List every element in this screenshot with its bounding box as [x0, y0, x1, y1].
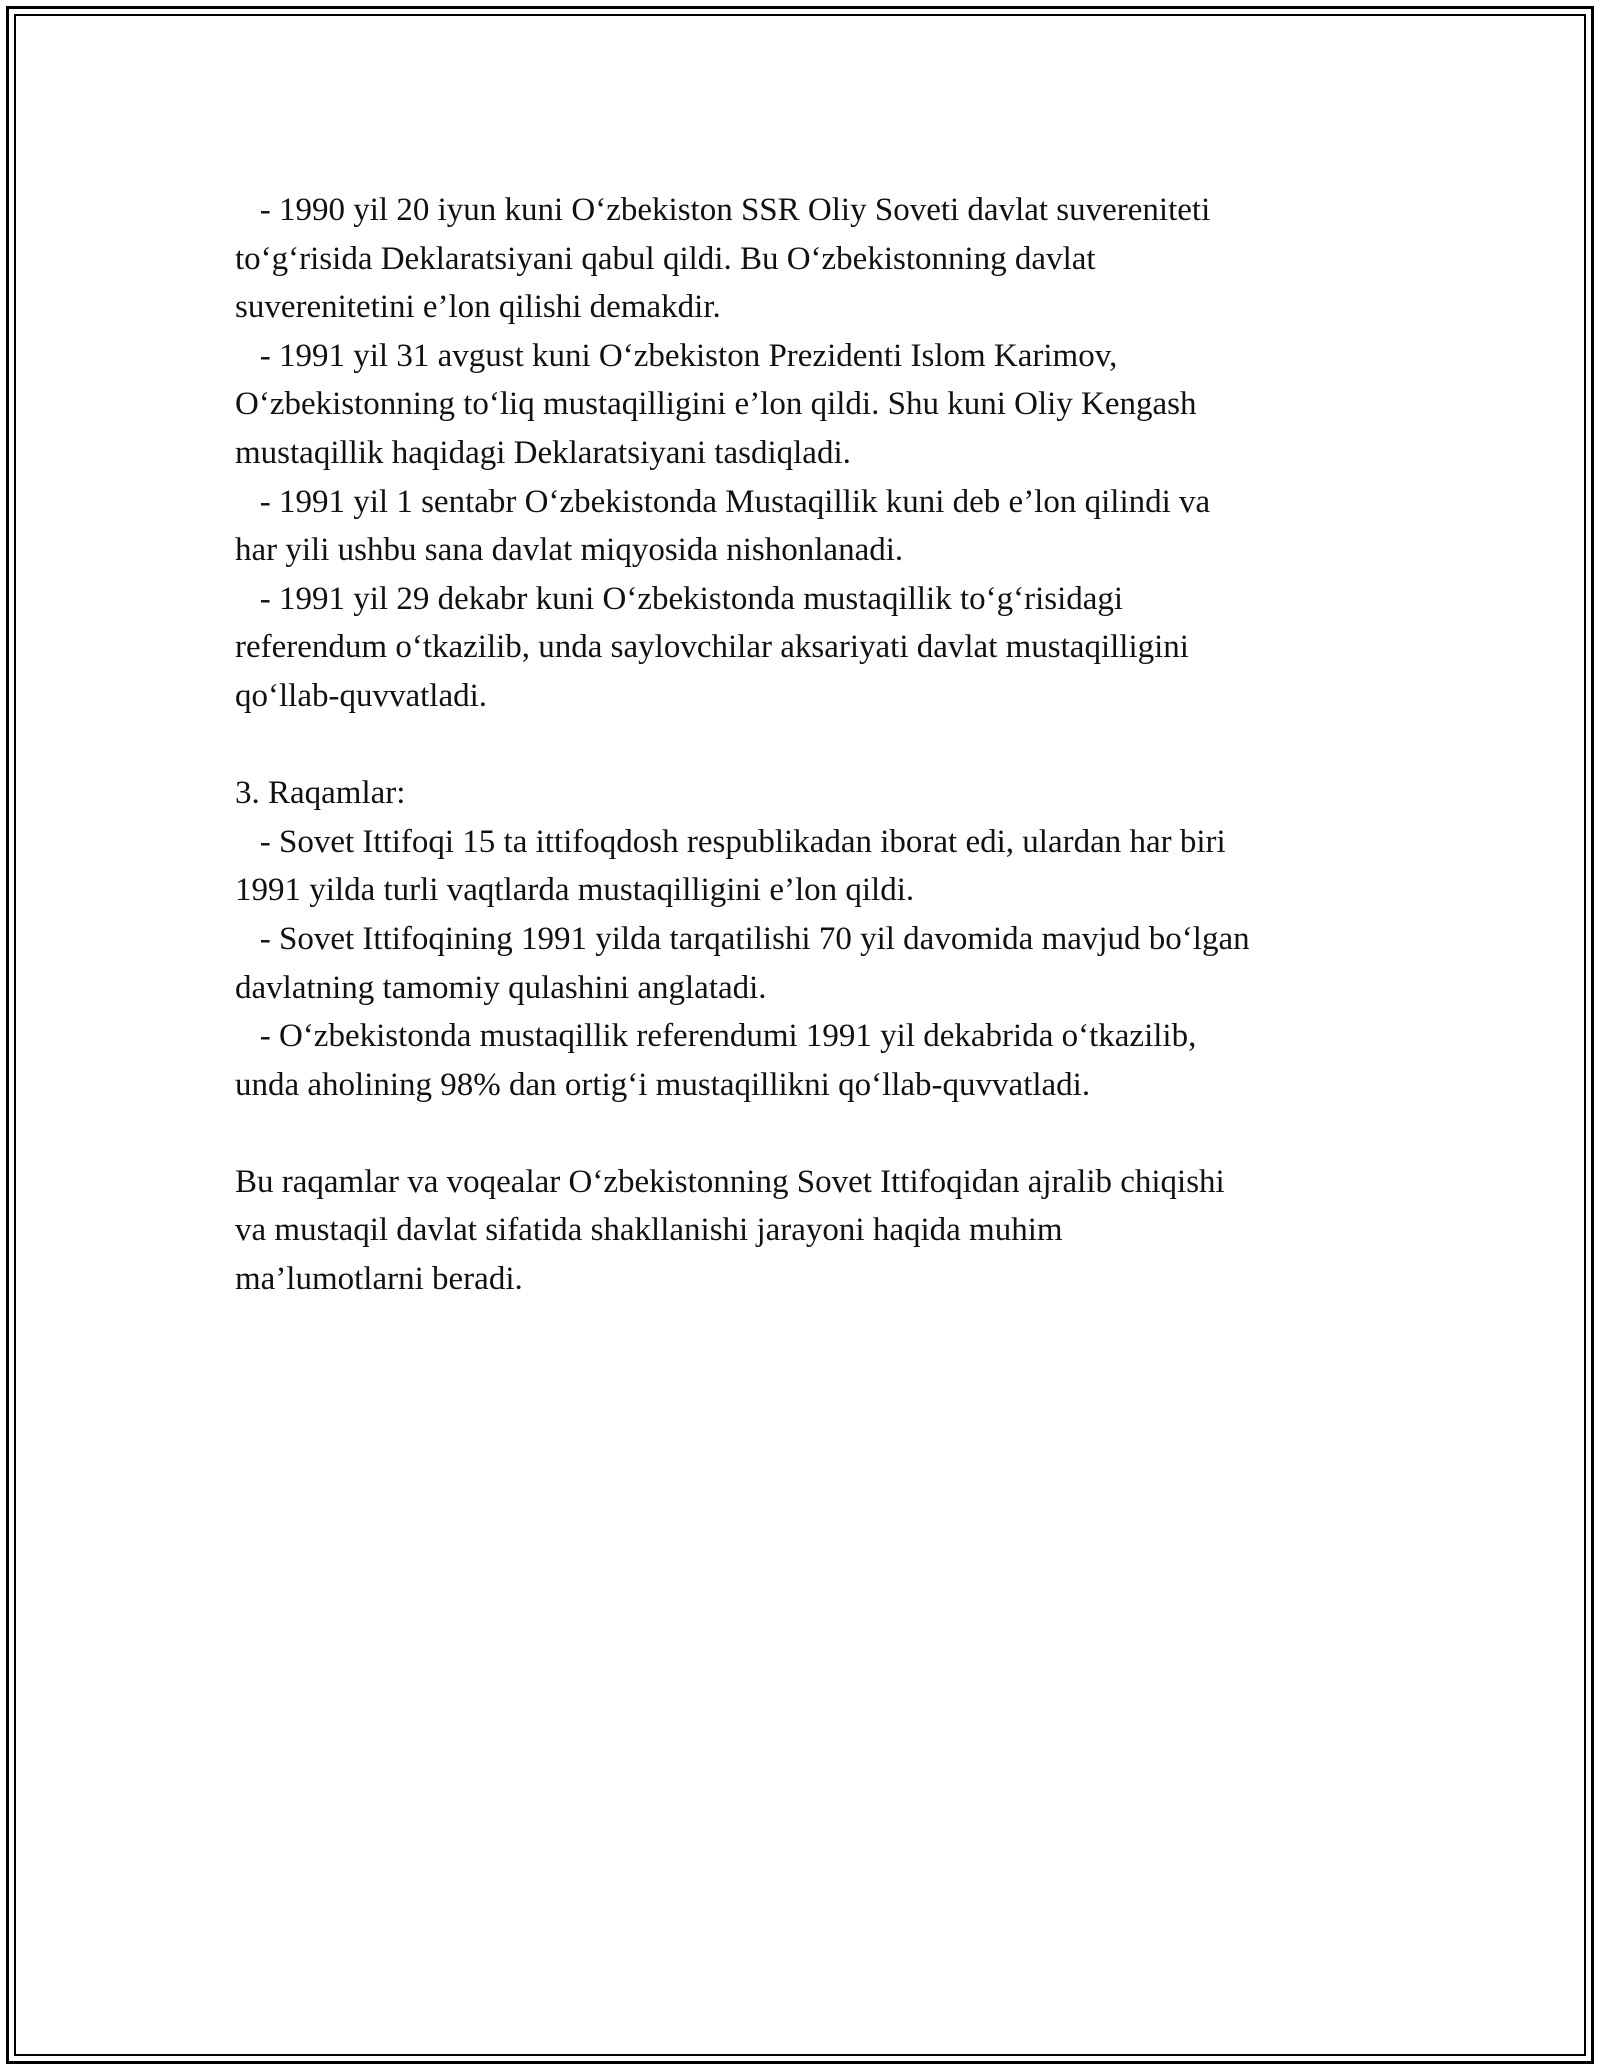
text-line: 1991 yilda turli vaqtlarda mustaqilligini e’lon qildi.: [235, 872, 915, 909]
text-line: davlatning tamomiy qulashini anglatadi.: [235, 969, 767, 1006]
text-line: - 1991 yil 1 sentabr O‘zbekistonda Mustaqillik kuni deb e’lon qilindi va: [235, 483, 1211, 520]
text-line: referendum o‘tkazilib, unda saylovchilar aksariyati davlat mustaqilligini: [235, 629, 1189, 666]
document-body: [235, 186, 1395, 1304]
conclusion-line: ma’lumotlarni beradi.: [235, 1261, 523, 1298]
text-line: O‘zbekistonning to‘liq mustaqilligini e’lon qildi. Shu kuni Oliy Kengash: [235, 386, 1197, 423]
conclusion-line: va mustaqil davlat sifatida shakllanishi jarayoni haqida muhim: [235, 1212, 1063, 1249]
blank-line: [235, 721, 1395, 770]
text-line: mustaqillik haqidagi Deklaratsiyani tasdiqladi.: [235, 434, 851, 471]
text-line: - 1991 yil 29 dekabr kuni O‘zbekistonda mustaqillik to‘g‘risidagi: [235, 580, 1124, 617]
text-line: to‘g‘risida Deklaratsiyani qabul qildi. Bu O‘zbekistonning davlat: [235, 240, 1096, 277]
text-line: unda aholining 98% dan ortig‘i mustaqillikni qo‘llab-quvvatladi.: [235, 1066, 1091, 1103]
blank-line: [235, 1109, 1395, 1158]
text-line: suverenitetini e’lon qilishi demakdir.: [235, 289, 721, 326]
conclusion-line: Bu raqamlar va voqealar O‘zbekistonning Sovet Ittifoqidan ajralib chiqishi: [235, 1163, 1225, 1200]
text-line: qo‘llab-quvvatladi.: [235, 677, 488, 714]
text-line: - 1990 yil 20 iyun kuni O‘zbekiston SSR Oliy Soveti davlat suvereniteti: [235, 192, 1211, 228]
text-line: - 1991 yil 31 avgust kuni O‘zbekiston Prezidenti Islom Karimov,: [235, 337, 1118, 374]
text-line: - Sovet Ittifoqining 1991 yilda tarqatilishi 70 yil davomida mavjud bo‘lgan: [235, 920, 1250, 957]
text-line: - O‘zbekistonda mustaqillik referendumi 1991 yil dekabrida o‘tkazilib,: [235, 1018, 1197, 1055]
text-line: - Sovet Ittifoqi 15 ta ittifoqdosh respublikadan iborat edi, ulardan har biri: [235, 823, 1226, 860]
text-line: har yili ushbu sana davlat miqyosida nishonlanadi.: [235, 532, 904, 569]
section-heading: 3. Raqamlar:: [235, 775, 406, 812]
